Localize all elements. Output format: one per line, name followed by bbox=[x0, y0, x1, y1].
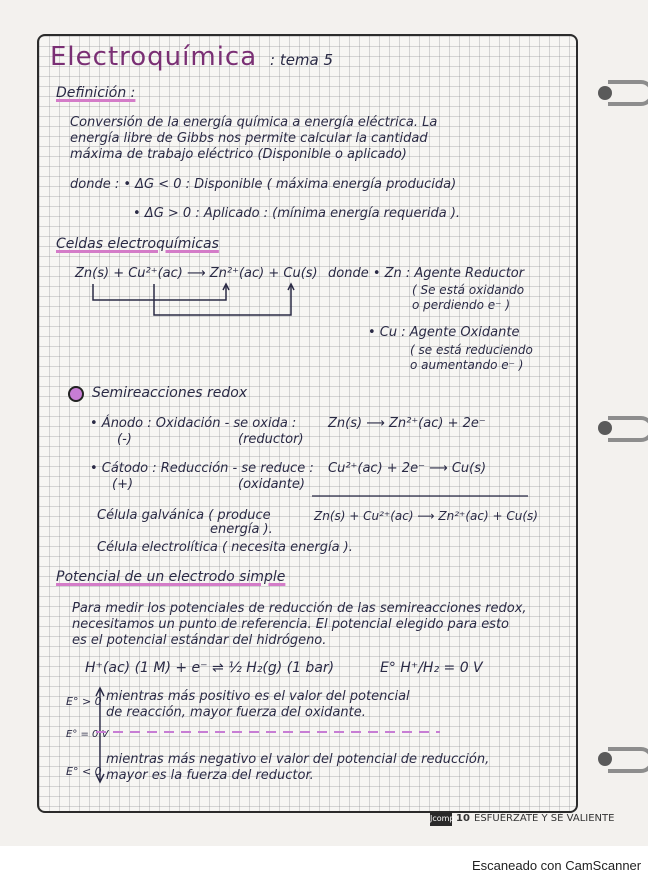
redox-reaction: Zn(s) + Cu²⁺(ac) ⟶ Zn²⁺(ac) + Cu(s) bbox=[75, 266, 318, 281]
cathode-sign: (+) bbox=[112, 477, 134, 492]
positive-potential-text-2: de reacción, mayor fuerza del oxidante. bbox=[106, 705, 366, 720]
positive-potential-text-1: mientras más positivo es el valor del potencial bbox=[106, 689, 410, 704]
scanner-watermark: Escaneado con CamScanner bbox=[472, 858, 642, 873]
hydrogen-standard-potential: E° H⁺/H₂ = 0 V bbox=[380, 660, 483, 676]
cu-agent: • Cu : Agente Oxidante bbox=[368, 325, 520, 340]
zero-potential-label: E° = 0 V bbox=[66, 729, 109, 740]
electron-transfer-bracket bbox=[93, 284, 226, 300]
zn-note-2: o perdiendo e⁻ ) bbox=[412, 298, 511, 312]
potential-line-3: es el potencial estándar del hidrógeno. bbox=[72, 633, 327, 648]
zn-agent: donde • Zn : Agente Reductor bbox=[328, 266, 525, 281]
potential-line-2: necesitamos un punto de referencia. El potencial elegido para esto bbox=[72, 617, 510, 632]
cathode-label: • Cátodo : Reducción - se reduce : bbox=[90, 461, 314, 476]
cu-note-1: ( se está reduciendo bbox=[410, 343, 533, 357]
galvanic-cell-line-1: Célula galvánica ( produce bbox=[97, 508, 271, 523]
potential-heading: Potencial de un electrodo simple bbox=[56, 569, 286, 585]
hydrogen-equation: H⁺(ac) (1 M) + e⁻ ⇌ ½ H₂(g) (1 bar) bbox=[85, 660, 335, 676]
negative-potential-text-1: mientras más negativo el valor del potencial de reducción, bbox=[106, 752, 490, 767]
negative-potential-text-2: mayor es la fuerza del reductor. bbox=[106, 768, 314, 783]
brand-logo: Jcomp bbox=[430, 812, 452, 826]
page-title: Electroquímica bbox=[50, 42, 258, 72]
anode-equation: Zn(s) ⟶ Zn²⁺(ac) + 2e⁻ bbox=[328, 416, 486, 431]
negative-potential-label: E° < 0 bbox=[66, 765, 102, 778]
footer-page-number: 10 bbox=[456, 813, 470, 824]
definition-heading: Definición : bbox=[56, 85, 136, 101]
electrolytic-cell-line: Célula electrolítica ( necesita energía ). bbox=[97, 540, 353, 555]
page-subtitle: : tema 5 bbox=[270, 51, 334, 69]
galvanic-equation: Zn(s) + Cu²⁺(ac) ⟶ Zn²⁺(ac) + Cu(s) bbox=[314, 509, 538, 523]
zn-note-1: ( Se está oxidando bbox=[412, 283, 525, 297]
cells-heading: Celdas electroquímicas bbox=[56, 236, 219, 252]
positive-potential-label: E° > 0 bbox=[66, 695, 102, 708]
potential-line-1: Para medir los potenciales de reducción de las semireacciones redox, bbox=[72, 601, 527, 616]
definition-line-2: energía libre de Gibbs nos permite calcular la cantidad bbox=[70, 131, 428, 146]
gibbs-positive-line: • ΔG > 0 : Aplicado : (mínima energía requerida ). bbox=[133, 206, 461, 221]
gibbs-negative-line: donde : • ΔG < 0 : Disponible ( máxima energía producida) bbox=[70, 177, 457, 192]
cu-note-2: o aumentando e⁻ ) bbox=[410, 358, 524, 372]
cathode-role: (oxidante) bbox=[238, 477, 305, 492]
galvanic-cell-line-2: energía ). bbox=[210, 522, 273, 537]
anode-label: • Ánodo : Oxidación - se oxida : bbox=[90, 416, 297, 431]
definition-line-1: Conversión de la energía química a energía eléctrica. La bbox=[70, 115, 438, 130]
definition-line-3: máxima de trabajo eléctrico (Disponible o aplicado) bbox=[70, 147, 407, 162]
footer-motto: ESFUÉRZATE Y SÉ VALIENTE bbox=[474, 813, 615, 824]
half-reactions-heading: Semireacciones redox bbox=[92, 385, 248, 401]
cathode-equation: Cu²⁺(ac) + 2e⁻ ⟶ Cu(s) bbox=[328, 461, 487, 476]
anode-role: (reductor) bbox=[238, 432, 304, 447]
anode-sign: (-) bbox=[117, 432, 132, 447]
